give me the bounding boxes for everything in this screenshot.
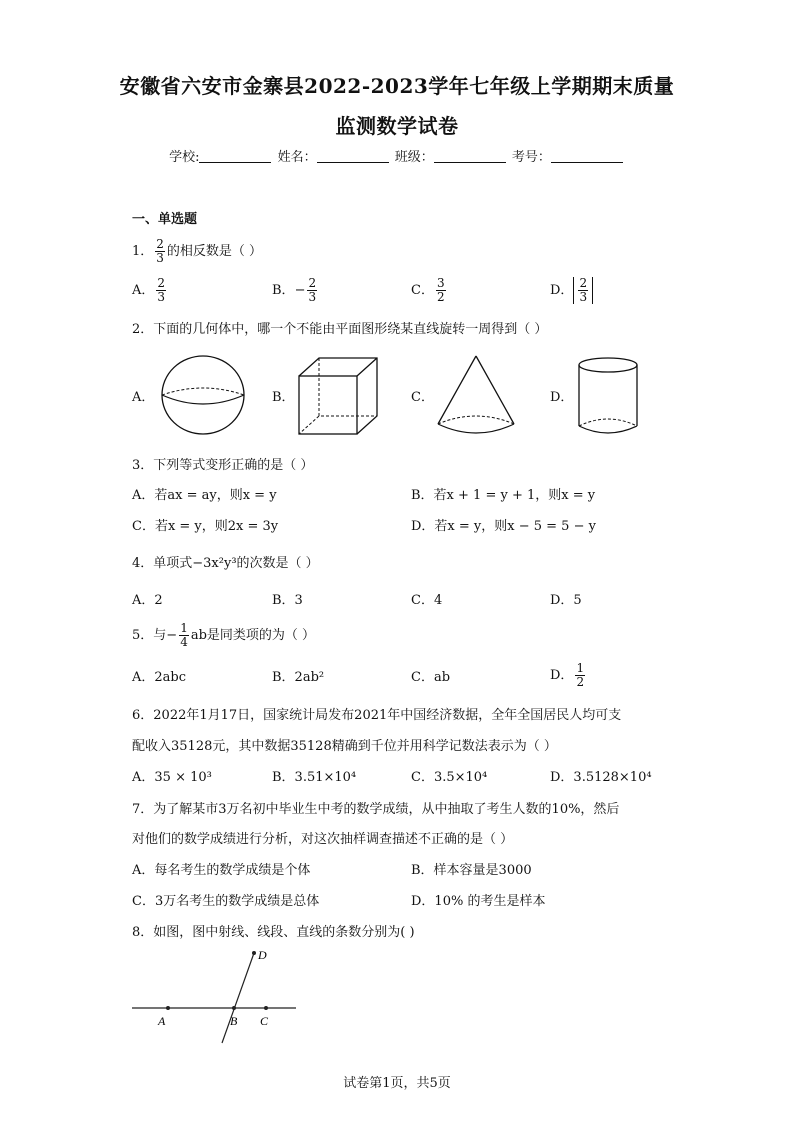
point-c-label: C <box>260 1014 269 1028</box>
name-blank[interactable] <box>317 150 389 163</box>
school-label: 学校: <box>169 150 200 165</box>
question-2: 2．下面的几何体中，哪一个不能由平面图形绕某直线旋转一周得到（ ） <box>132 322 548 337</box>
question-7-line1: 7．为了解某市3万名初中毕业生中考的数学成绩，从中抽取了考生人数的10%，然后 <box>132 802 620 817</box>
question-8: 8．如图，图中射线、线段、直线的条数分别为( ) <box>132 925 415 940</box>
q1-option-a[interactable]: A． $\frac{2}{3}$ <box>132 276 166 304</box>
question-1: 1． $\frac{2}{3}$ 的相反数是（ ） <box>132 237 263 265</box>
exam-title-line1: 安徽省六安市金寨县2022-2023学年七年级上学期期末质量 <box>119 74 675 98</box>
q2-option-a-label[interactable]: A． <box>132 390 155 405</box>
q1-option-d[interactable]: D． $\frac{2}{3}$ <box>550 277 593 304</box>
number-blank[interactable] <box>551 150 623 163</box>
q4-option-a[interactable]: A．2 <box>132 593 163 608</box>
q7-option-a[interactable]: A．每名考生的数学成绩是个体 <box>132 863 311 878</box>
section-heading: 一、单选题 <box>132 212 198 227</box>
cone-figure <box>436 354 516 436</box>
q4-option-b[interactable]: B．3 <box>272 593 303 608</box>
q3-option-b[interactable]: B．若x + 1 = y + 1，则x = y <box>411 488 596 503</box>
line-segment-figure <box>130 945 300 1045</box>
q1-option-b[interactable]: B．− $\frac{2}{3}$ <box>272 276 317 304</box>
name-label: 姓名： <box>277 150 317 165</box>
q5-option-c[interactable]: C．ab <box>411 670 451 685</box>
question-6-line2: 配收入35128元，其中数据35128精确到千位并用科学记数法表示为（ ） <box>132 739 557 754</box>
cube-figure <box>297 356 379 436</box>
question-4: 4．单项式−3x²y³的次数是（ ） <box>132 556 319 571</box>
q2-option-c-label[interactable]: C． <box>411 390 434 405</box>
class-label: 班级： <box>394 150 434 165</box>
class-blank[interactable] <box>434 150 506 163</box>
school-blank[interactable] <box>199 150 271 163</box>
q7-option-b[interactable]: B．样本容量是3000 <box>411 863 532 878</box>
q1-option-c[interactable]: C． $\frac{3}{2}$ <box>411 276 445 304</box>
q6-option-a[interactable]: A．35 × 10³ <box>132 770 212 785</box>
point-a-label: A <box>158 1014 166 1028</box>
q7-option-c[interactable]: C．3万名考生的数学成绩是总体 <box>132 894 320 909</box>
q7-option-d[interactable]: D．10% 的考生是样本 <box>411 894 546 909</box>
q4-option-d[interactable]: D．5 <box>550 593 582 608</box>
q5-option-b[interactable]: B．2ab² <box>272 670 325 685</box>
number-label: 考号： <box>511 150 551 165</box>
q3-option-c[interactable]: C．若x = y，则2x = 3y <box>132 519 279 534</box>
sphere-figure <box>160 355 246 435</box>
q5-option-a[interactable]: A．2abc <box>132 670 187 685</box>
q3-option-d[interactable]: D．若x = y，则x − 5 = 5 − y <box>411 519 596 534</box>
student-info-row <box>0 146 794 165</box>
q6-option-d[interactable]: D．3.5128×10⁴ <box>550 770 652 785</box>
q2-option-b-label[interactable]: B． <box>272 390 295 405</box>
question-7-line2: 对他们的数学成绩进行分析，对这次抽样调查描述不正确的是（ ） <box>132 832 514 847</box>
q3-option-a[interactable]: A．若ax = ay，则x = y <box>132 488 277 503</box>
point-d-label: D <box>258 948 267 962</box>
cylinder-figure <box>577 356 639 436</box>
q5-option-d[interactable]: D． $\frac{1}{2}$ <box>550 661 585 689</box>
q6-option-b[interactable]: B．3.51×10⁴ <box>272 770 357 785</box>
q6-option-c[interactable]: C．3.5×10⁴ <box>411 770 488 785</box>
question-6-line1: 6．2022年1月17日，国家统计局发布2021年中国经济数据，全年全国居民人均可支 <box>132 708 622 723</box>
point-b-label: B <box>230 1014 238 1028</box>
q2-option-d-label[interactable]: D． <box>550 390 574 405</box>
question-3: 3．下列等式变形正确的是（ ） <box>132 458 314 473</box>
exam-title-line2: 监测数学试卷 <box>335 114 459 138</box>
fraction: $\frac{2}{3}$ <box>156 237 164 265</box>
page-footer: 试卷第1页，共5页 <box>343 1076 451 1091</box>
question-5: 5．与− $\frac{1}{4}$ ab是同类项的为（ ） <box>132 621 316 649</box>
q4-option-c[interactable]: C．4 <box>411 593 443 608</box>
